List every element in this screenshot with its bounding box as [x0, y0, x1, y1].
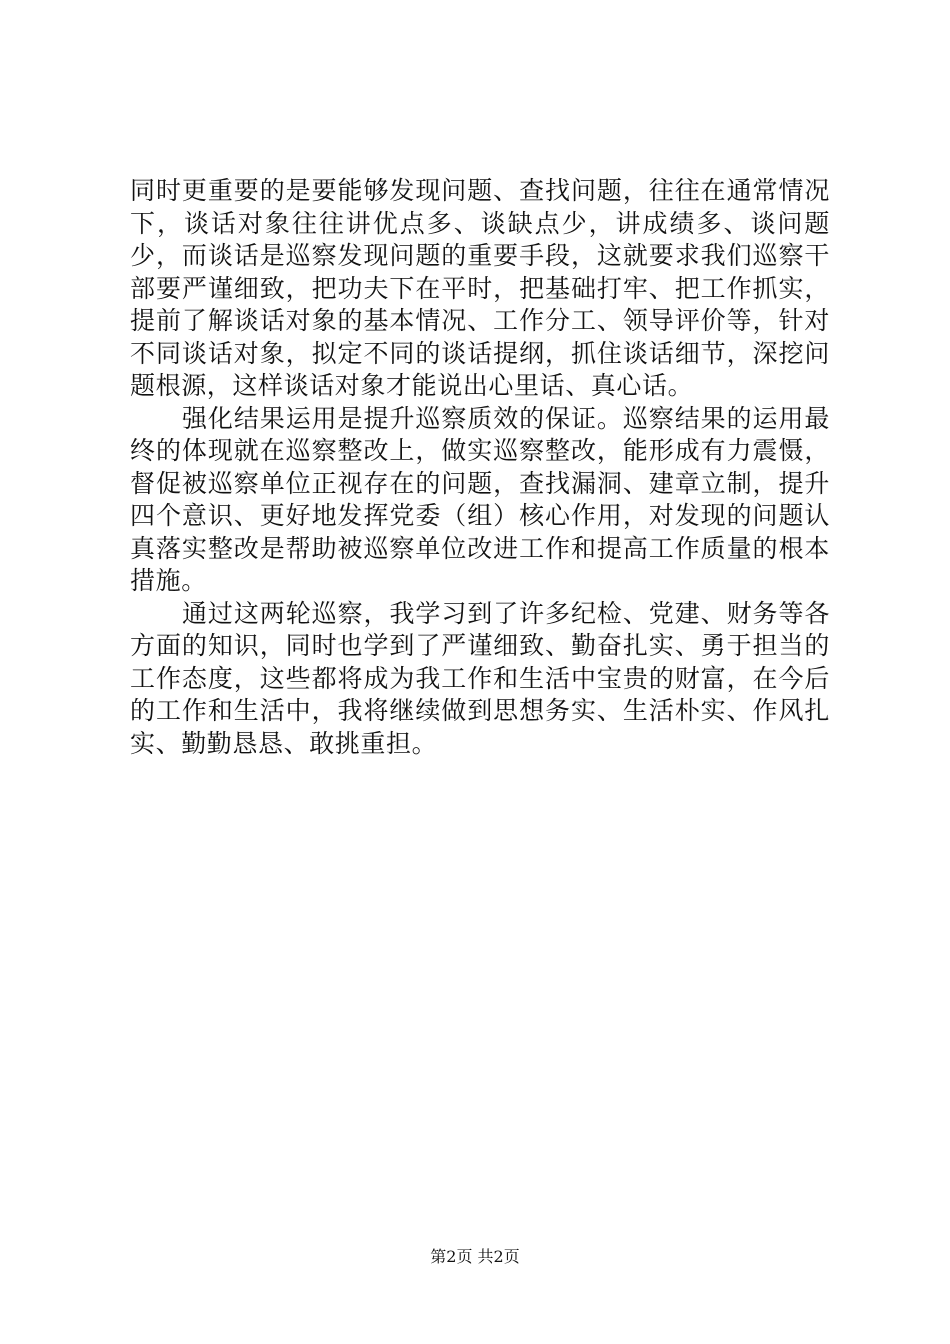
paragraph-conclusion: 通过这两轮巡察，我学习到了许多纪检、党建、财务等各方面的知识，同时也学到了严谨细致、勤奋扎实、勇于担当的工作态度，这些都将成为我工作和生活中宝贵的财富，在今后的工作和生活中，我将继续做到思想务实、生活朴实、作风扎实、勤勤恳恳、敢挑重担。: [130, 598, 830, 758]
document-body: [130, 175, 830, 760]
paragraph-continued: 同时更重要的是要能够发现问题、查找问题，往往在通常情况下，谈话对象往往讲优点多、谈缺点少，讲成绩多、谈问题少，而谈话是巡察发现问题的重要手段，这就要求我们巡察干部要严谨细致，把功夫下在平时，把基础打牢、把工作抓实，提前了解谈话对象的基本情况、工作分工、领导评价等，针对不同谈话对象，拟定不同的谈话提纲，抓住谈话细节，深挖问题根源，这样谈话对象才能说出心里话、真心话。: [130, 176, 830, 400]
paragraph-result-application: 强化结果运用是提升巡察质效的保证。巡察结果的运用最终的体现就在巡察整改上，做实巡察整改，能形成有力震慑，督促被巡察单位正视存在的问题，查找漏洞、建章立制，提升四个意识、更好地发挥党委（组）核心作用，对发现的问题认真落实整改是帮助被巡察单位改进工作和提高工作质量的根本措施。: [130, 403, 830, 595]
page-footer: 第2页 共2页: [430, 1247, 520, 1266]
